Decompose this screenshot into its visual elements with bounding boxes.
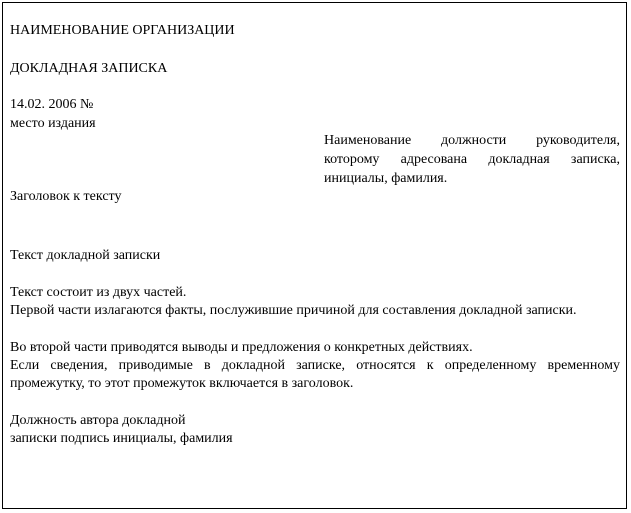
addressee-block: Наименование должности руководителя, которому адресована докладная записка, инициалы, фамилия.: [324, 133, 620, 186]
organization-name: НАИМЕНОВАНИЕ ОРГАНИЗАЦИИ: [10, 23, 235, 38]
body-part-one: Первой части излагаются факты, послужившие причиной для составления докладной записки.: [10, 303, 577, 318]
signature-position: Должность автора докладной: [10, 413, 186, 428]
signature-details: записки подпись инициалы, фамилия: [10, 431, 233, 446]
place-of-issue: место издания: [10, 116, 96, 131]
body-part-two: Во второй части приводятся выводы и предложения о конкретных действиях.: [10, 340, 473, 355]
document-type: ДОКЛАДНАЯ ЗАПИСКА: [10, 61, 168, 76]
body-intro: Текст состоит из двух частей.: [10, 285, 187, 300]
body-title: Текст докладной записки: [10, 248, 161, 263]
date-and-number: 14.02. 2006 №: [10, 97, 94, 112]
body-note: Если сведения, приводимые в докладной записке, относятся к определенному временному промежутку, то этот промежуток включается в заголовок.: [10, 358, 620, 391]
text-heading: Заголовок к тексту: [10, 189, 122, 204]
